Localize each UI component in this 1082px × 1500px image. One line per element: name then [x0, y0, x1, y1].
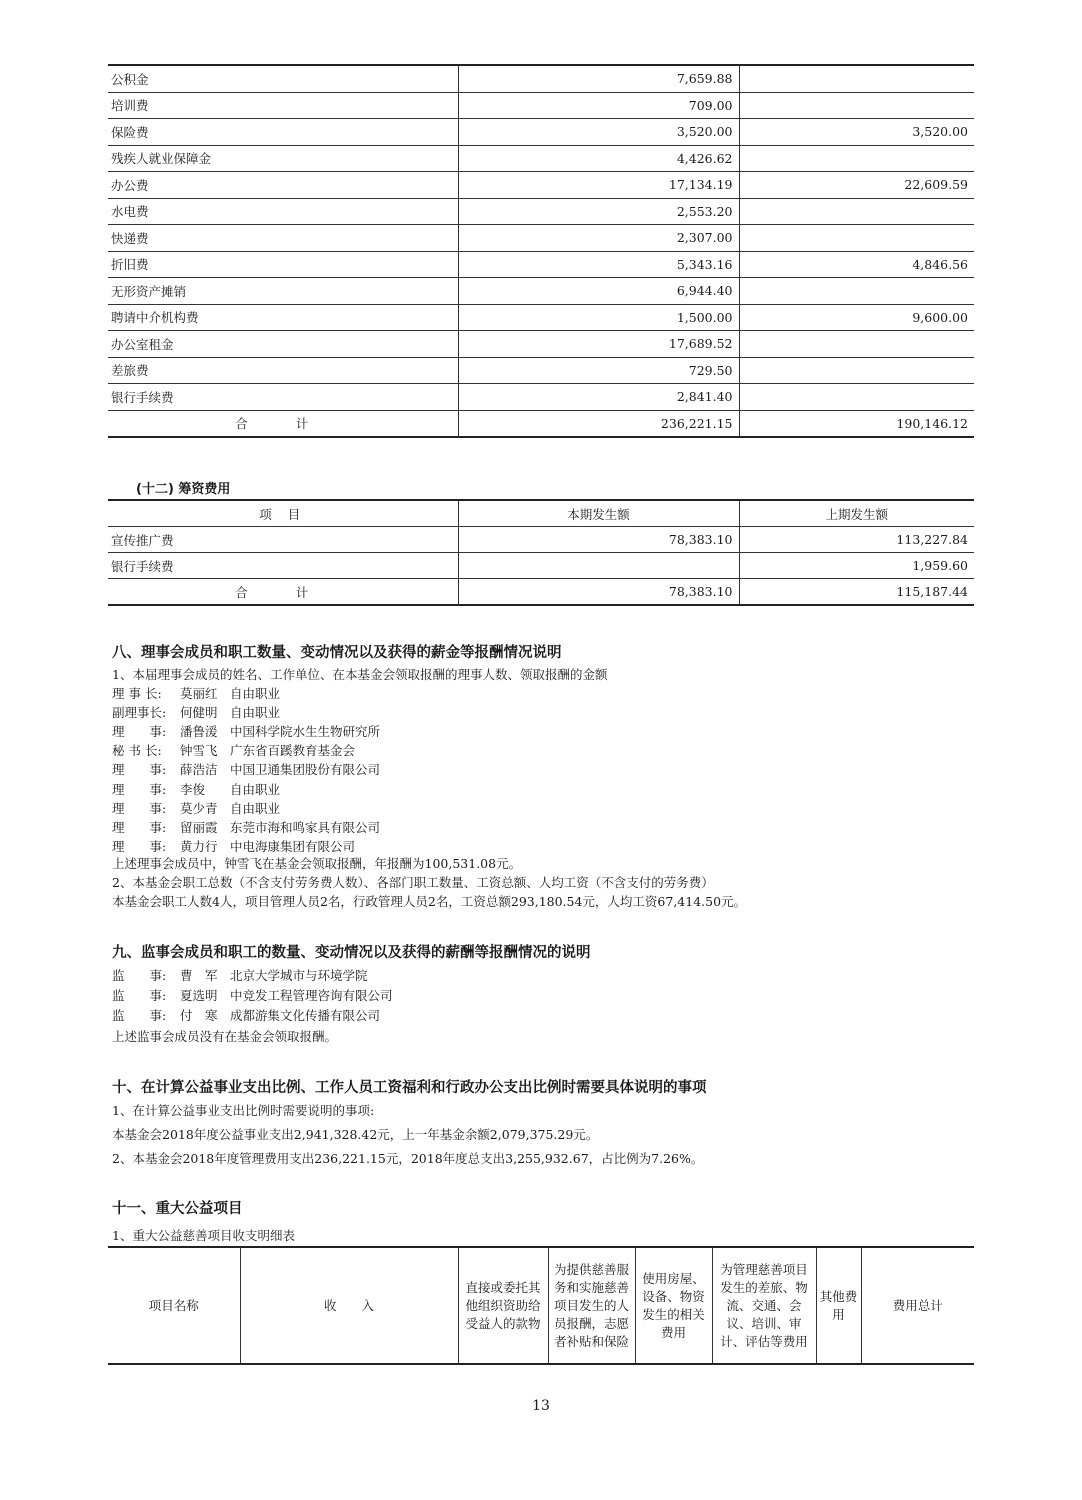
list-item: [112, 684, 280, 702]
member-org: 中电海康集团有限公司: [230, 838, 356, 854]
section11-sub: 1、重大公益慈善项目收支明细表: [112, 1228, 295, 1243]
table-row: 水电费 2,553.20: [108, 198, 974, 225]
member-role: 理 事:: [112, 819, 167, 835]
page-number: 13: [532, 1398, 550, 1414]
section10-title: 十、在计算公益事业支出比例、工作人员工资福利和行政办公支出比例时需要具体说明的事项: [112, 1080, 707, 1096]
major-project-table: [108, 1246, 974, 1365]
member-org: 自由职业: [230, 686, 281, 701]
section8-item2: 2、本基金会职工总数（不含支付劳务费人数）、各部门职工数量、工资总额、人均工资（不含支付的劳务费）: [112, 875, 714, 890]
member-org: 中竞发工程管理咨询有限公司: [230, 988, 393, 1003]
table-row: 无形资产摊销 6,944.40: [108, 278, 974, 305]
member-org: 中国卫通集团股份有限公司: [230, 762, 381, 778]
member-name: 黄力行: [180, 838, 218, 854]
list-item: [112, 799, 280, 817]
table-row: 残疾人就业保障金 4,426.62: [108, 145, 974, 172]
total-previous: 190,146.12: [739, 410, 974, 437]
member-org: 成都游集文化传播有限公司: [230, 1008, 381, 1023]
section10-line3: 2、本基金会2018年度管理费用支出236,221.15元，2018年度总支出3,255,932.67，占比例为7.26%。: [112, 1151, 704, 1166]
list-item: [112, 1006, 380, 1024]
member-role: 监 事:: [112, 1008, 167, 1023]
member-org: 中国科学院水生生物研究所: [230, 724, 381, 740]
member-name: 莫少青: [180, 800, 218, 816]
total-current: 236,221.15: [458, 410, 739, 437]
member-name: 付 寒: [180, 1008, 218, 1023]
table-row: 办公费 17,134.19 22,609.59: [108, 172, 974, 199]
table-row: 银行手续费 2,841.40: [108, 384, 974, 411]
member-role: 理 事 长:: [112, 686, 162, 701]
list-item: [112, 703, 280, 721]
header-total-cost: 费用总计: [861, 1247, 974, 1364]
table-row: 差旅费 729.50: [108, 357, 974, 384]
header-project-name: 项目名称: [108, 1247, 240, 1364]
header-direct-aid: 直接或委托其他组织资助给受益人的款物: [458, 1247, 548, 1364]
member-name: 曹 军: [180, 968, 218, 983]
expense-total-row: [108, 410, 974, 437]
section10-line2: 本基金会2018年度公益事业支出2,941,328.42元，上一年基金余额2,079,375.29元。: [112, 1127, 599, 1142]
member-role: 理 事:: [112, 800, 167, 816]
list-item: [112, 986, 393, 1004]
table-row: 快递费 2,307.00: [108, 225, 974, 252]
header-management-cost: 为管理慈善项目发生的差旅、物流、交通、会议、培训、审计、评估等费用: [712, 1247, 816, 1364]
member-name: 何健明: [180, 705, 218, 721]
member-name: 莫丽红: [180, 686, 218, 701]
header-staff-pay: 为提供慈善服务和实施慈善项目发生的人员报酬，志愿者补贴和保险: [548, 1247, 635, 1364]
member-name: 留丽霞: [180, 819, 218, 835]
member-name: 钟雪飞: [180, 743, 218, 759]
table-row: 宣传推广费 78,383.10 113,227.84: [108, 527, 974, 553]
header-previous: 上期发生额: [739, 500, 974, 527]
member-org: 广东省百蹊教育基金会: [230, 743, 356, 759]
member-name: 薛浩洁: [180, 762, 218, 778]
header-income: 收 入: [240, 1247, 458, 1364]
list-item: [112, 760, 380, 778]
member-org: 东莞市海和鸣家具有限公司: [230, 819, 381, 835]
total-label: 合 计: [108, 410, 458, 437]
member-name: 李俊: [180, 781, 206, 797]
fundraising-heading: (十二) 筹资费用: [136, 482, 231, 497]
section8-intro: 1、本届理事会成员的姓名、工作单位、在本基金会领取报酬的理事人数、领取报酬的金额: [112, 667, 608, 682]
member-name: 夏选明: [180, 988, 218, 1003]
member-role: 秘 书 长:: [112, 743, 162, 759]
project-header-row: [108, 1247, 974, 1364]
table-row: 培训费 709.00: [108, 92, 974, 119]
section10-line1: 1、在计算公益事业支出比例时需要说明的事项:: [112, 1103, 375, 1118]
member-role: 理 事:: [112, 781, 167, 797]
member-name: 潘鲁湲: [180, 724, 218, 740]
header-item: 项 目: [108, 500, 458, 527]
section8-note1: 上述理事会成员中，钟雪飞在基金会领取报酬，年报酬为100,531.08元。: [112, 856, 522, 871]
table-row: 公积金 7,659.88: [108, 65, 974, 92]
fundraising-total-row: 合 计 78,383.10 115,187.44: [108, 579, 974, 606]
table-row: 保险费 3,520.00 3,520.00: [108, 119, 974, 146]
list-item: [112, 722, 380, 740]
list-item: [112, 966, 368, 984]
member-role: 监 事:: [112, 988, 167, 1003]
table-row: 折旧费 5,343.16 4,846.56: [108, 251, 974, 278]
member-org: 北京大学城市与环境学院: [230, 968, 368, 983]
fundraising-expense-table: [108, 499, 974, 606]
list-item: [112, 818, 380, 836]
header-facility-cost: 使用房屋、设备、物资发生的相关费用: [635, 1247, 712, 1364]
management-expense-table: [108, 64, 974, 438]
member-role: 理 事:: [112, 724, 167, 740]
list-item: [112, 837, 355, 855]
section8-note2: 本基金会职工人数4人，项目管理人员2名，行政管理人员2名，工资总额293,180.54元，人均工资67,414.50元。: [112, 894, 747, 909]
list-item: [112, 780, 280, 798]
section8-title: 八、理事会成员和职工数量、变动情况以及获得的薪金等报酬情况说明: [112, 645, 562, 661]
section9-title: 九、监事会成员和职工的数量、变动情况以及获得的薪酬等报酬情况的说明: [112, 945, 591, 961]
header-other-cost: 其他费用: [816, 1247, 861, 1364]
member-org: 自由职业: [230, 781, 281, 797]
header-current: 本期发生额: [458, 500, 739, 527]
list-item: [112, 741, 355, 759]
member-role: 副理事长:: [112, 705, 167, 721]
table-row: 聘请中介机构费 1,500.00 9,600.00: [108, 304, 974, 331]
table-row: 办公室租金 17,689.52: [108, 331, 974, 358]
section9-note: 上述监事会成员没有在基金会领取报酬。: [112, 1029, 338, 1044]
member-org: 自由职业: [230, 800, 281, 816]
table-row: 银行手续费 1,959.60: [108, 553, 974, 579]
member-role: 理 事:: [112, 762, 167, 778]
member-org: 自由职业: [230, 705, 281, 721]
section11-title: 十一、重大公益项目: [112, 1201, 243, 1217]
fundraising-header-row: [108, 500, 974, 527]
member-role: 理 事:: [112, 838, 167, 854]
member-role: 监 事:: [112, 968, 167, 983]
